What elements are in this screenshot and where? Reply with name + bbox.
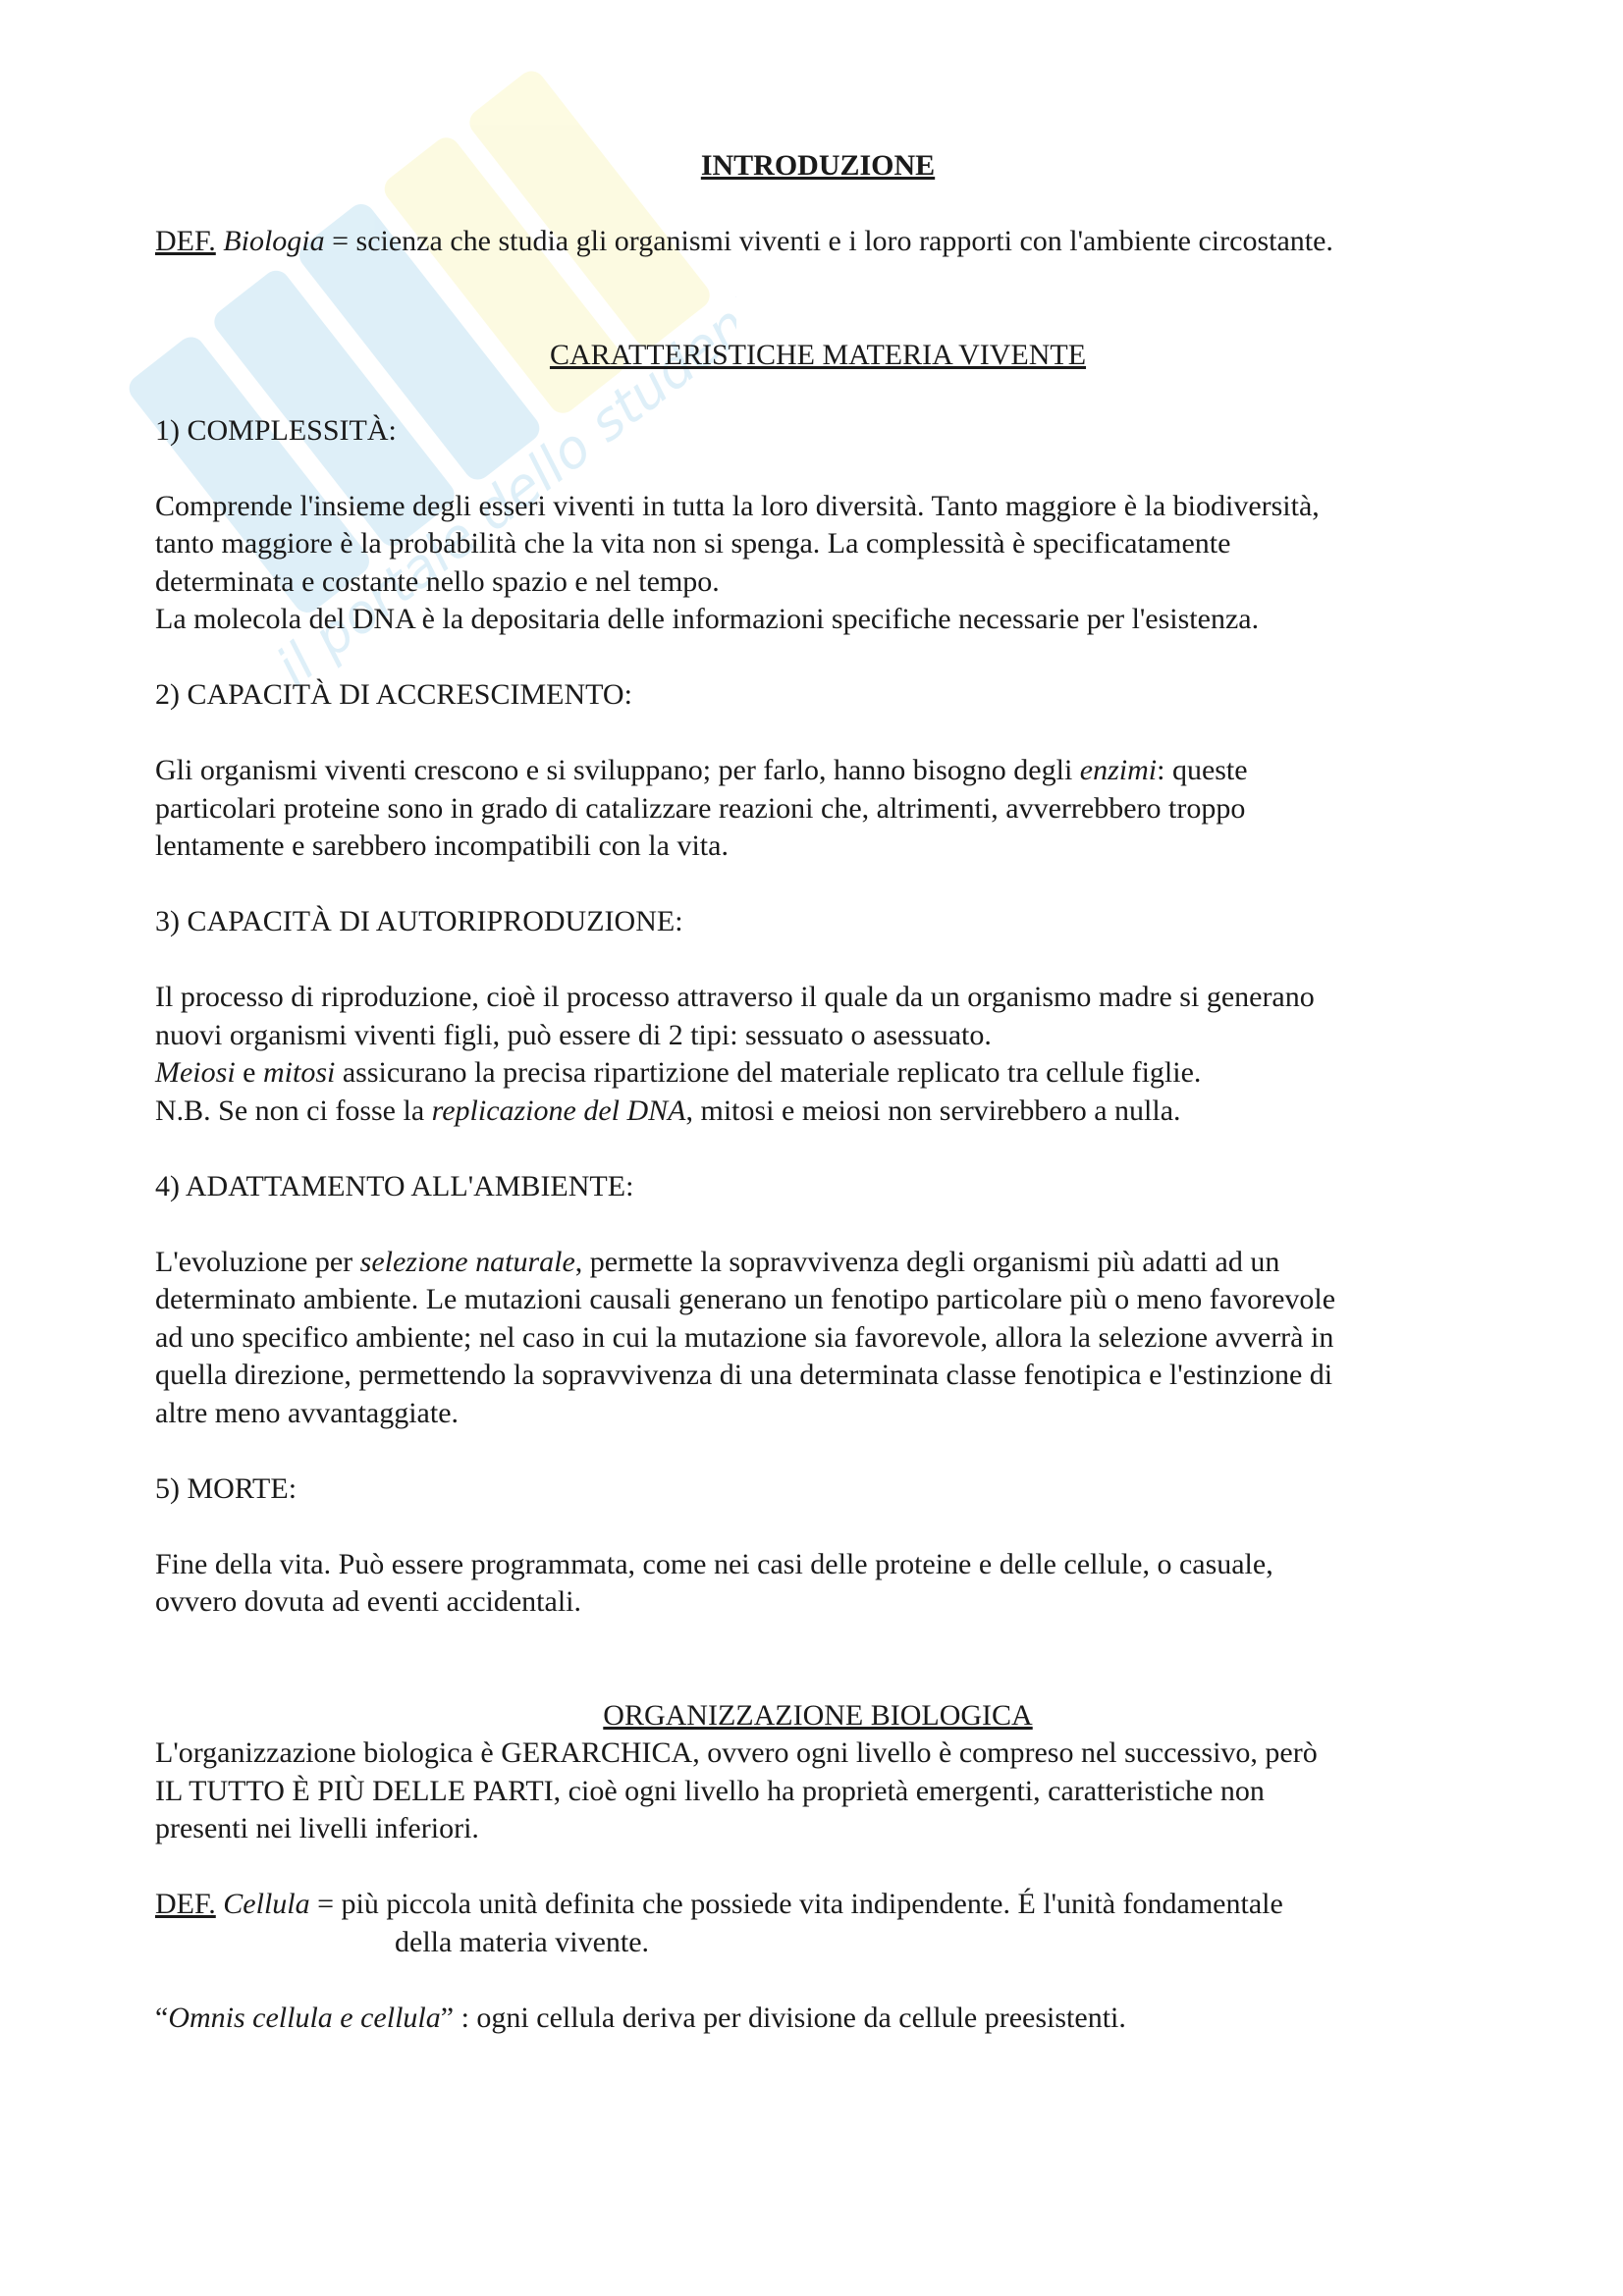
- def-text: = più piccola unità definita che possiede vita indipendente. É l'unità fondamentale: [309, 1888, 1283, 1920]
- text-line: particolari proteine sono in grado di catalizzare reazioni che, altrimenti, avverrebbero troppo: [155, 791, 1246, 825]
- text-line: ovvero dovuta ad eventi accidentali.: [155, 1585, 581, 1618]
- heading-adattamento: 4) ADATTAMENTO ALL'AMBIENTE:: [155, 1169, 634, 1202]
- def-text: = scienza che studia gli organismi viventi e i loro rapporti con l'ambiente circostante.: [324, 225, 1333, 257]
- text-span: , permette la sopravvivenza degli organismi più adatti ad un: [574, 1245, 1280, 1278]
- def-label: DEF.: [155, 1888, 216, 1920]
- text-line: ad uno specifico ambiente; nel caso in cui la mutazione sia favorevole, allora la selezione avverrà in: [155, 1320, 1334, 1354]
- text-line: tanto maggiore è la probabilità che la vita non si spenga. La complessità è specificatamente: [155, 527, 1231, 560]
- text-span: Gli organismi viventi crescono e si sviluppano; per farlo, hanno bisogno degli: [155, 754, 1080, 786]
- text-span: : queste: [1157, 754, 1248, 786]
- definition-cellula: [155, 1886, 1481, 1924]
- document-page: [155, 147, 1481, 2037]
- text-line: quella direzione, permettendo la sopravvivenza di una determinata classe fenotipica e l'estinzione di: [155, 1359, 1333, 1391]
- text-line: IL TUTTO È PIÙ DELLE PARTI, cioè ogni livello ha proprietà emergenti, caratteristiche non: [155, 1774, 1265, 1807]
- text-line: Fine della vita. Può essere programmata, come nei casi delle proteine e delle cellule, o casuale,: [155, 1547, 1273, 1580]
- def-label: DEF.: [155, 225, 216, 257]
- quote-latin: Omnis cellula e cellula: [168, 2001, 441, 2034]
- quote-text: : ogni cellula deriva per divisione da cellule preesistenti.: [454, 2001, 1126, 2034]
- text-line: nuovi organismi viventi figli, può essere di 2 tipi: sessuato o asessuato.: [155, 1018, 992, 1051]
- text-line: lentamente e sarebbero incompatibili con la vita.: [155, 829, 729, 862]
- emphasis-meiosi: Meiosi: [155, 1056, 236, 1089]
- text-line: Il processo di riproduzione, cioè il processo attraverso il quale da un organismo madre si generano: [155, 981, 1315, 1013]
- text-line: determinato ambiente. Le mutazioni causali generano un fenotipo particolare più o meno favorevole: [155, 1283, 1336, 1315]
- quote-omnis-cellula: [155, 2000, 1481, 2038]
- definition-biologia: [155, 223, 1481, 261]
- emphasis-mitosi: mitosi: [262, 1056, 336, 1089]
- text-span: e: [235, 1056, 263, 1089]
- emphasis-selezione: selezione naturale: [359, 1245, 575, 1278]
- paragraph-organizzazione: [155, 1735, 1481, 1848]
- text-span: assicurano la precisa ripartizione del materiale replicato tra cellule figlie.: [335, 1056, 1202, 1089]
- watermark-tagline: il portale dello studente: [264, 260, 736, 699]
- heading-autoriproduzione: 3) CAPACITÀ DI AUTORIPRODUZIONE:: [155, 905, 683, 937]
- section-heading-organizzazione: ORGANIZZAZIONE BIOLOGICA: [603, 1698, 1033, 1732]
- text-line: altre meno avvantaggiate.: [155, 1396, 460, 1429]
- heading-accrescimento: 2) CAPACITÀ DI ACCRESCIMENTO:: [155, 678, 632, 711]
- paragraph-morte: [155, 1546, 1481, 1622]
- definition-cellula-continuation: della materia vivente.: [395, 1925, 650, 1958]
- quote-open: “: [155, 2001, 169, 2034]
- text-span: , mitosi e meiosi non servirebbero a nulla.: [685, 1094, 1181, 1127]
- emphasis-replicazione: replicazione del DNA: [431, 1094, 686, 1127]
- heading-complessita: 1) COMPLESSITÀ:: [155, 413, 397, 447]
- page-title: INTRODUZIONE: [700, 149, 936, 182]
- paragraph-complessita: [155, 488, 1481, 639]
- text-line: Comprende l'insieme degli esseri viventi in tutta la loro diversità. Tanto maggiore è la biodiversità,: [155, 489, 1320, 522]
- emphasis-enzimi: enzimi: [1079, 754, 1158, 786]
- text-line: determinata e costante nello spazio e nel tempo.: [155, 564, 720, 598]
- text-line: L'organizzazione biologica è GERARCHICA, ovvero ogni livello è compreso nel successivo, però: [155, 1736, 1318, 1769]
- paragraph-accrescimento: [155, 752, 1481, 866]
- text-span: N.B. Se non ci fosse la: [155, 1094, 432, 1127]
- text-span: L'evoluzione per: [155, 1245, 360, 1278]
- section-heading-caratteristiche: CARATTERISTICHE MATERIA VIVENTE: [549, 338, 1087, 371]
- heading-morte: 5) MORTE:: [155, 1471, 298, 1505]
- paragraph-adattamento: [155, 1244, 1481, 1433]
- text-line: La molecola del DNA è la depositaria delle informazioni specifiche necessarie per l'esistenza.: [155, 603, 1260, 635]
- def-term: Biologia: [223, 225, 325, 257]
- quote-close: ”: [440, 2001, 455, 2034]
- def-term: Cellula: [223, 1888, 310, 1920]
- paragraph-autoriproduzione: [155, 979, 1481, 1130]
- text-line: presenti nei livelli inferiori.: [155, 1812, 479, 1844]
